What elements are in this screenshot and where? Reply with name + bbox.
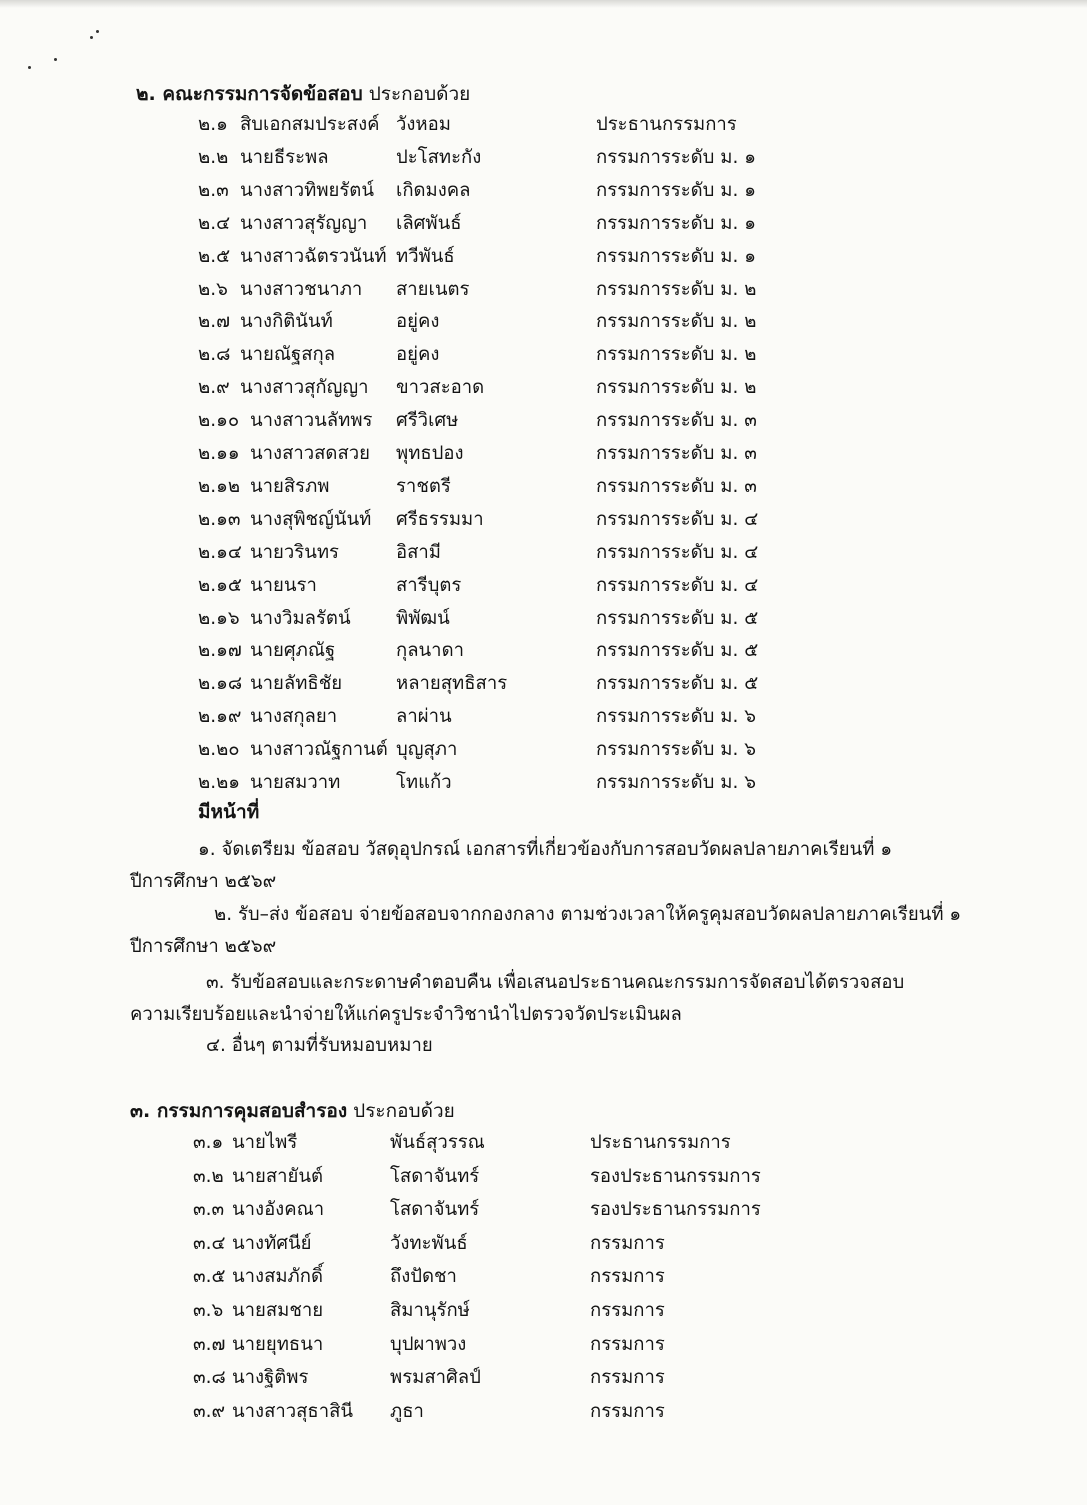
member-last-name: อยู่คง xyxy=(396,311,440,333)
member-role: กรรมการระดับ ม. ๒ xyxy=(596,377,757,399)
member-first-name: นายสิรภพ xyxy=(250,475,330,497)
member-role: กรรมการระดับ ม. ๕ xyxy=(596,607,759,629)
section3-heading xyxy=(130,1099,455,1123)
section3-heading-suffix: ประกอบด้วย xyxy=(353,1100,455,1122)
member-number: ๓.๙ xyxy=(193,1400,226,1422)
duty-item xyxy=(0,834,892,898)
member-role: กรรมการระดับ ม. ๕ xyxy=(596,673,759,695)
member-row xyxy=(0,143,1087,173)
duty-item xyxy=(0,967,904,1031)
member-number: ๒.๓ xyxy=(198,179,229,201)
member-last-name: พรมสาศิลป์ xyxy=(390,1367,481,1389)
member-first-name: นางสาวนลัทพร xyxy=(250,410,373,432)
member-last-name: หลายสุทธิสาร xyxy=(396,673,508,695)
duty-line-1: ๒. รับ–ส่ง ข้อสอบ จ่ายข้อสอบจากกองกลาง ตามช่วงเวลาให้ครูคุมสอบวัดผลปลายภาคเรียนที่ ๑ xyxy=(214,904,962,925)
member-last-name: โทแก้ว xyxy=(396,772,452,793)
member-row xyxy=(0,604,1087,634)
member-row xyxy=(0,702,1087,732)
duty-line-1: ๓. รับข้อสอบและกระดาษคำตอบคืน เพื่อเสนอประธานคณะกรรมการจัดสอบได้ตรวจสอบ xyxy=(206,972,905,993)
member-row xyxy=(0,1262,1087,1292)
member-row xyxy=(0,406,1087,436)
member-number: ๒.๑๗ xyxy=(198,640,242,662)
member-last-name: อยู่คง xyxy=(396,344,440,366)
member-last-name: เกิดมงคล xyxy=(396,179,471,201)
member-role: กรรมการระดับ ม. ๔ xyxy=(596,508,759,530)
member-row xyxy=(0,1195,1087,1225)
member-first-name: นางสาวทิพยรัตน์ xyxy=(240,179,374,201)
member-first-name: นางทัศนีย์ xyxy=(232,1232,312,1254)
member-number: ๒.๒ xyxy=(198,146,229,168)
member-last-name: ถึงปัดชา xyxy=(390,1266,457,1288)
duty-item xyxy=(0,1030,433,1062)
member-first-name: นางสาวสุธาสินี xyxy=(232,1400,354,1422)
member-number: ๒.๑๕ xyxy=(198,574,242,596)
member-number: ๒.๒๑ xyxy=(198,772,241,793)
member-role: กรรมการระดับ ม. ๖ xyxy=(596,706,757,728)
member-role: กรรมการระดับ ม. ๖ xyxy=(596,772,757,793)
member-row xyxy=(0,307,1087,337)
member-last-name: โสดาจันทร์ xyxy=(390,1199,480,1221)
member-number: ๒.๘ xyxy=(198,344,231,366)
member-number: ๒.๑๒ xyxy=(198,475,241,497)
member-number: ๒.๑๙ xyxy=(198,706,242,728)
member-last-name: โสดาจันทร์ xyxy=(390,1165,480,1187)
speck xyxy=(96,30,99,33)
member-number: ๒.๑ xyxy=(198,114,228,135)
member-role: กรรมการ xyxy=(590,1400,665,1422)
member-row xyxy=(0,176,1087,206)
duty-line-2: ความเรียบร้อยและนำจ่ายให้แก่ครูประจำวิชานำไปตรวจวัดประเมินผล xyxy=(130,1004,682,1025)
duty-line-2: ปีการศึกษา ๒๕๖๙ xyxy=(130,936,277,957)
member-first-name: นางสุพิชญ์นันท์ xyxy=(250,508,372,530)
member-last-name: ภูธา xyxy=(390,1400,424,1422)
member-first-name: นางสาวสุรัญญา xyxy=(240,212,368,234)
member-number: ๓.๑ xyxy=(193,1132,224,1153)
member-last-name: กุลนาดา xyxy=(396,640,464,662)
member-row xyxy=(0,1363,1087,1393)
member-number: ๓.๒ xyxy=(193,1165,224,1187)
duties-title: มีหน้าที่ xyxy=(198,801,260,823)
member-role: ประธานกรรมการ xyxy=(590,1132,731,1153)
member-number: ๒.๕ xyxy=(198,245,231,267)
member-role: กรรมการระดับ ม. ๑ xyxy=(596,245,757,267)
duty-line-2: ปีการศึกษา ๒๕๖๙ xyxy=(130,871,277,892)
member-first-name: นายสมชาย xyxy=(232,1300,324,1321)
member-first-name: นางสมภักดิ์ xyxy=(232,1266,323,1288)
member-last-name: ราชตรี xyxy=(396,475,451,497)
member-first-name: นางสาวสุกัญญา xyxy=(240,377,369,399)
member-role: กรรมการระดับ ม. ๓ xyxy=(596,475,757,497)
member-first-name: นางสาวณัฐกานต์ xyxy=(250,739,388,761)
section3-heading-title: ๓. กรรมการคุมสอบสำรอง xyxy=(130,1100,348,1122)
member-role: รองประธานกรรมการ xyxy=(590,1199,761,1221)
member-role: กรรมการระดับ ม. ๒ xyxy=(596,311,757,333)
member-role: กรรมการระดับ ม. ๑ xyxy=(596,146,757,168)
member-row xyxy=(0,439,1087,469)
member-first-name: สิบเอกสมประสงค์ xyxy=(240,114,380,135)
member-number: ๒.๑๐ xyxy=(198,410,240,432)
section2-heading-title: ๒. คณะกรรมการจัดข้อสอบ xyxy=(136,83,363,105)
member-first-name: นายนรา xyxy=(250,574,317,596)
section2-heading-suffix: ประกอบด้วย xyxy=(368,83,471,105)
member-role: กรรมการ xyxy=(590,1333,665,1355)
duty-line-1: ๑. จัดเตรียม ข้อสอบ วัสดุอุปกรณ์ เอกสารที่เกี่ยวข้องกับการสอบวัดผลปลายภาคเรียนที่ ๑ xyxy=(198,839,893,860)
member-row xyxy=(0,1128,1087,1158)
member-number: ๓.๕ xyxy=(193,1266,226,1288)
member-last-name: ศรีวิเศษ xyxy=(396,410,459,432)
member-number: ๓.๓ xyxy=(193,1199,225,1221)
member-last-name: ทวีพันธ์ xyxy=(396,245,455,267)
member-first-name: นางกิตินันท์ xyxy=(240,311,333,333)
member-row xyxy=(0,636,1087,666)
member-number: ๒.๒๐ xyxy=(198,739,240,761)
member-first-name: นายณัฐสกุล xyxy=(240,344,336,366)
member-last-name: ศรีธรรมมา xyxy=(396,508,484,530)
speck xyxy=(54,58,57,61)
member-row xyxy=(0,209,1087,239)
member-number: ๒.๗ xyxy=(198,311,230,333)
member-role: กรรมการระดับ ม. ๓ xyxy=(596,410,757,432)
member-row xyxy=(0,768,1087,798)
member-role: กรรมการระดับ ม. ๕ xyxy=(596,640,759,662)
member-role: กรรมการระดับ ม. ๓ xyxy=(596,443,757,464)
member-number: ๓.๖ xyxy=(193,1300,224,1321)
member-first-name: นางสาวชนาภา xyxy=(240,278,363,300)
member-row xyxy=(0,735,1087,765)
member-role: กรรมการระดับ ม. ๑ xyxy=(596,212,757,234)
member-role: กรรมการระดับ ม. ๖ xyxy=(596,739,757,761)
member-role: ประธานกรรมการ xyxy=(596,114,737,135)
member-number: ๒.๑๑ xyxy=(198,443,240,464)
section2-heading xyxy=(136,82,470,106)
member-role: กรรมการระดับ ม. ๔ xyxy=(596,574,759,596)
member-last-name: สายเนตร xyxy=(396,278,470,300)
speck xyxy=(28,66,31,69)
member-row xyxy=(0,1397,1087,1427)
member-number: ๓.๗ xyxy=(193,1333,226,1355)
member-role: กรรมการระดับ ม. ๑ xyxy=(596,179,757,201)
member-last-name: สารีบุตร xyxy=(396,574,462,596)
member-row xyxy=(0,571,1087,601)
member-last-name: อิสามี xyxy=(396,541,441,563)
member-last-name: สิมานุรักษ์ xyxy=(390,1300,470,1321)
member-last-name: วังหอม xyxy=(396,114,451,135)
scan-top-edge xyxy=(0,0,1087,8)
member-row xyxy=(0,505,1087,535)
member-first-name: นางอังคณา xyxy=(232,1199,325,1221)
member-first-name: นางวิมลรัตน์ xyxy=(250,607,351,629)
member-last-name: วังทะพันธ์ xyxy=(390,1232,468,1254)
member-first-name: นายสมวาท xyxy=(250,772,341,793)
member-number: ๒.๑๖ xyxy=(198,607,240,629)
member-row xyxy=(0,538,1087,568)
member-first-name: นายศุภณัฐ xyxy=(250,640,336,662)
member-last-name: ขาวสะอาด xyxy=(396,377,485,399)
member-row xyxy=(0,110,1087,140)
member-row xyxy=(0,1229,1087,1259)
member-first-name: นางสกุลยา xyxy=(250,706,338,728)
member-last-name: พุทธปอง xyxy=(396,443,464,464)
member-number: ๓.๘ xyxy=(193,1367,226,1389)
speck xyxy=(90,36,93,39)
member-row xyxy=(0,669,1087,699)
member-row xyxy=(0,1296,1087,1326)
member-first-name: นายลัทธิชัย xyxy=(250,673,343,695)
member-first-name: นางฐิติพร xyxy=(232,1367,309,1389)
member-number: ๒.๑๘ xyxy=(198,673,243,695)
member-last-name: ปะโสทะกัง xyxy=(396,146,482,168)
member-first-name: นายไพรี xyxy=(232,1132,298,1153)
member-first-name: นางสาวสดสวย xyxy=(250,443,370,464)
member-number: ๒.๑๔ xyxy=(198,541,242,563)
member-first-name: นายธีระพล xyxy=(240,146,329,168)
member-role: กรรมการระดับ ม. ๒ xyxy=(596,344,757,366)
member-number: ๒.๔ xyxy=(198,212,231,234)
member-last-name: พันธ์สุวรรณ xyxy=(390,1132,485,1153)
member-role: กรรมการ xyxy=(590,1232,665,1254)
member-row xyxy=(0,1162,1087,1192)
member-role: กรรมการ xyxy=(590,1266,665,1288)
duty-item xyxy=(0,899,961,963)
member-row xyxy=(0,472,1087,502)
member-first-name: นายยุทธนา xyxy=(232,1333,324,1355)
member-last-name: บุปผาพวง xyxy=(390,1333,467,1355)
member-last-name: บุญสุภา xyxy=(396,739,458,761)
member-number: ๓.๔ xyxy=(193,1232,226,1254)
member-row xyxy=(0,373,1087,403)
member-last-name: ลาผ่าน xyxy=(396,706,452,728)
member-last-name: เลิศพันธ์ xyxy=(396,212,462,234)
member-first-name: นางสาวฉัตรวนันท์ xyxy=(240,245,387,267)
member-row xyxy=(0,275,1087,305)
member-row xyxy=(0,242,1087,272)
member-role: กรรมการระดับ ม. ๔ xyxy=(596,541,759,563)
member-role: กรรมการระดับ ม. ๒ xyxy=(596,278,757,300)
member-row xyxy=(0,1330,1087,1360)
member-first-name: นายสายันต์ xyxy=(232,1165,324,1187)
member-number: ๒.๖ xyxy=(198,278,228,300)
member-first-name: นายวรินทร xyxy=(250,541,339,563)
member-role: กรรมการ xyxy=(590,1367,665,1389)
member-number: ๒.๑๓ xyxy=(198,508,241,530)
member-last-name: พิพัฒน์ xyxy=(396,607,450,629)
member-role: กรรมการ xyxy=(590,1300,665,1321)
duty-line-1: ๔. อื่นๆ ตามที่รับหมอบหมาย xyxy=(206,1035,433,1056)
member-row xyxy=(0,340,1087,370)
member-role: รองประธานกรรมการ xyxy=(590,1165,761,1187)
member-number: ๒.๙ xyxy=(198,377,230,399)
